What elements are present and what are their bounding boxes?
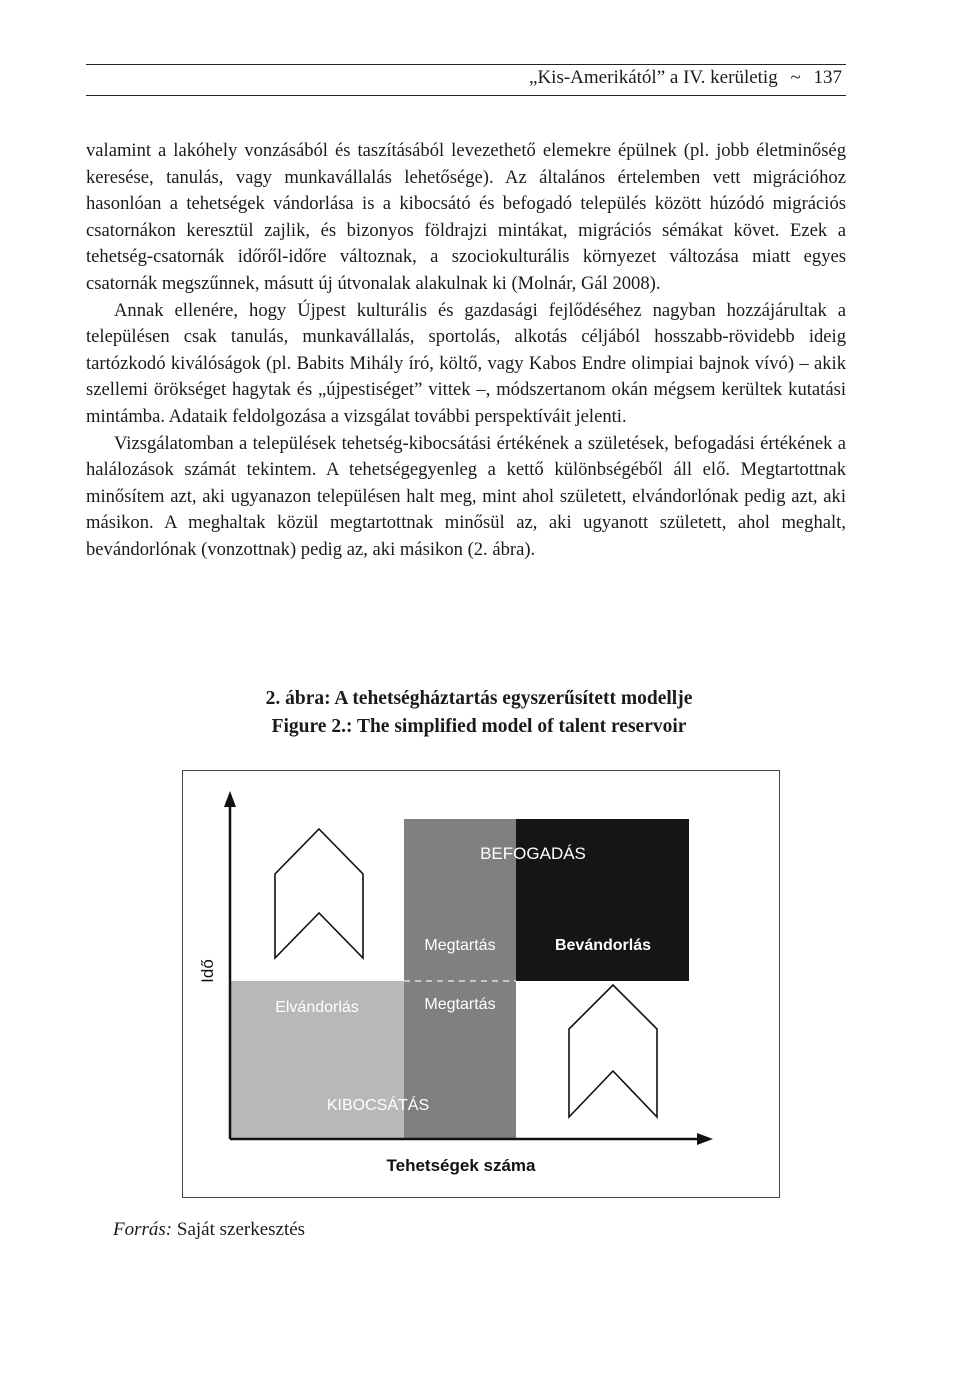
label-befogadas: BEFOGADÁS (480, 844, 586, 863)
paragraph-3: Vizsgálatomban a települések tehetség-kibocsátási értékének a születések, befogadási értékének a halálozások számát tekintem. A tehetségegyenleg a kettő különbségéből áll elő. Megtartottnak minősítem azt, aki ugyanazon településen halt meg, mint ahol született, elvándorlónak pedig azt, aki másikon. A meghaltak közül megtartottnak minősül az, aki ugyanott született, ahol meghalt, bevándorlónak (vonzottnak) pedig az, aki másikon (2. ábra). (86, 432, 846, 560)
paragraph-2: Annak ellenére, hogy Újpest kulturális és gazdasági fejlődéséhez nagyban hozzájárultak a településen csak tanulás, munkavállalás, sportolás, alkotás céljából hosszabb-rövidebb ideig tartózkodó kiválóságok (pl. Babits Mihály író, költő, vagy Kabos Endre olimpiai bajnok vívó) – akik szellemi örökséget hagytak és „újpestiséget” vittek –, módszertanom okán mégsem kerültek kutatási mintámba. Adataik feldolgozása a vizsgálat további perspektíváit jelenti. (86, 299, 846, 427)
figure-caption-hungarian: 2. ábra: A tehetségháztartás egyszerűsített modellje (265, 688, 693, 709)
running-title-line (529, 67, 842, 89)
label-kibocsatas: KIBOCSÁTÁS (326, 1097, 430, 1114)
label-megtartas-lower: Megtartás (424, 996, 496, 1013)
source-text: Saját szerkesztés (176, 1219, 306, 1240)
y-axis-arrowhead (224, 791, 236, 807)
page-number: 137 (813, 67, 842, 88)
running-header (86, 64, 846, 96)
paragraph-1: valamint a lakóhely vonzásából és taszításából levezethető elemekre épülnek (pl. jobb életminőség keresése, tanulás, vagy munkavállalás lehetősége). Az általános értelemben vett migrációhoz hasonlóan a tehetségek vándorlása is a kibocsátó és befogadó település között húzódó migrációs csatornákon keresztül zajlik, és bizonyos földrajzi mintákat, migrációs sémákat követ. Ezek a tehetség-csatornák időről-időre változnak, a szociokulturális környezet változása miatt egyes csatornák megszűnnek, másutt új útvonalak alakulnak ki (Molnár, Gál 2008). (86, 140, 846, 294)
figure-frame (182, 770, 780, 1198)
x-axis-label: Tehetségek száma (386, 1156, 536, 1175)
figure-caption-english: Figure 2.: The simplified model of talent reservoir (271, 716, 687, 737)
figure-source (113, 1219, 305, 1241)
running-title: „Kis-Amerikától” a IV. kerületig (529, 67, 778, 88)
source-label: Forrás: (113, 1219, 173, 1240)
y-axis-label: Idő (198, 959, 217, 983)
header-separator: ~ (790, 67, 801, 88)
label-elvandorlas: Elvándorlás (275, 999, 359, 1016)
up-arrow-icon (569, 985, 657, 1117)
header-rule-top (86, 64, 846, 65)
region-megtartas (404, 819, 516, 1139)
up-arrow-icon (275, 829, 363, 958)
header-rule-bottom (86, 95, 846, 96)
body-text (86, 138, 846, 564)
x-axis-arrowhead (697, 1133, 713, 1145)
label-megtartas-upper: Megtartás (424, 937, 496, 954)
label-bevandorlas: Bevándorlás (554, 937, 652, 954)
talent-reservoir-diagram (183, 771, 781, 1199)
